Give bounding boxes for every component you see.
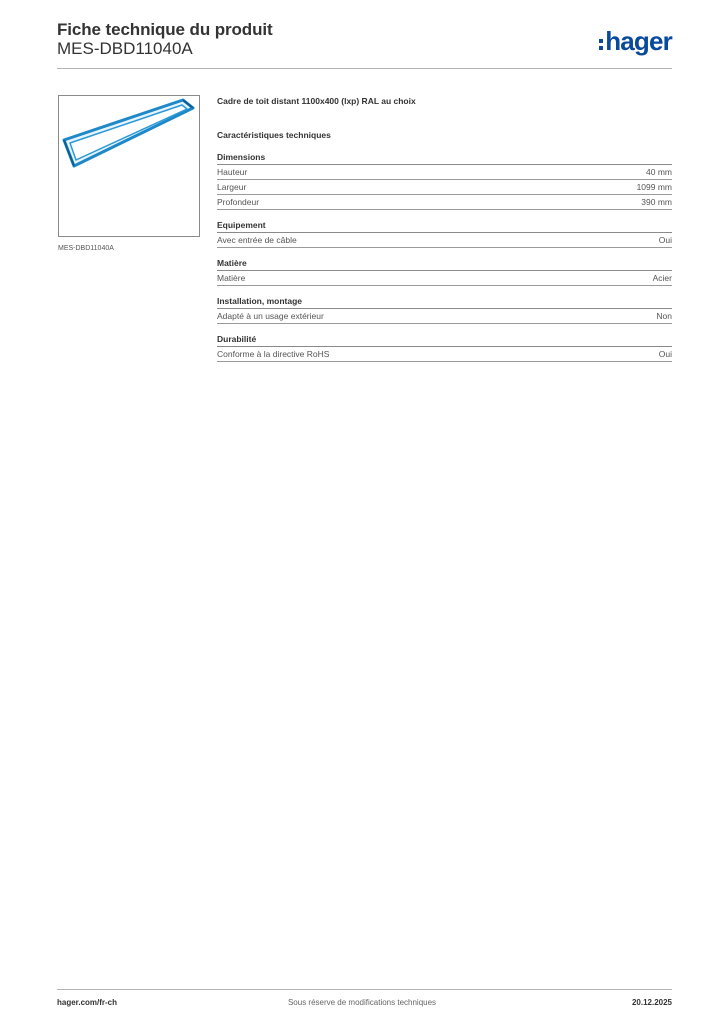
spec-value: 1099 mm bbox=[636, 182, 672, 192]
spec-value: Oui bbox=[658, 349, 672, 359]
roof-frame-image bbox=[59, 96, 199, 236]
spec-value: 390 mm bbox=[641, 197, 672, 207]
hager-logo bbox=[599, 28, 672, 54]
section-title: Dimensions bbox=[217, 151, 672, 165]
logo-text: hager bbox=[605, 26, 672, 56]
characteristics-title: Caractéristiques techniques bbox=[217, 130, 331, 140]
spec-row bbox=[217, 195, 672, 210]
header-divider bbox=[57, 68, 672, 69]
section-title: Equipement bbox=[217, 219, 672, 233]
product-name: Cadre de toit distant 1100x400 (lxp) RAL au choix bbox=[217, 96, 416, 106]
spec-label: Profondeur bbox=[217, 197, 260, 207]
spec-label: Avec entrée de câble bbox=[217, 235, 297, 245]
footer-disclaimer: Sous réserve de modifications techniques bbox=[287, 998, 437, 1007]
footer-website: hager.com/fr-ch bbox=[57, 998, 118, 1007]
spec-section bbox=[217, 219, 672, 248]
spec-label: Largeur bbox=[217, 182, 247, 192]
spec-row bbox=[217, 271, 672, 286]
spec-row bbox=[217, 165, 672, 180]
product-image bbox=[58, 95, 200, 237]
spec-row bbox=[217, 347, 672, 362]
product-details bbox=[217, 95, 672, 371]
spec-label: Conforme à la directive RoHS bbox=[217, 349, 330, 359]
footer-divider bbox=[57, 989, 672, 990]
image-caption: MES-DBD11040A bbox=[58, 245, 114, 252]
section-title: Installation, montage bbox=[217, 295, 672, 309]
spec-value: Acier bbox=[652, 273, 672, 283]
spec-row bbox=[217, 233, 672, 248]
spec-section bbox=[217, 295, 672, 324]
section-title: Durabilité bbox=[217, 333, 672, 347]
product-reference: MES-DBD11040A bbox=[57, 39, 193, 58]
spec-section bbox=[217, 151, 672, 210]
spec-row bbox=[217, 309, 672, 324]
section-title: Matière bbox=[217, 257, 672, 271]
spec-row bbox=[217, 180, 672, 195]
spec-section bbox=[217, 257, 672, 286]
spec-value: Non bbox=[656, 311, 672, 321]
logo-colon-icon bbox=[599, 35, 604, 51]
spec-label: Adapté à un usage extérieur bbox=[217, 311, 324, 321]
spec-section bbox=[217, 333, 672, 362]
spec-sections bbox=[217, 151, 672, 362]
spec-label: Hauteur bbox=[217, 167, 248, 177]
footer-date: 20.12.2025 bbox=[631, 998, 672, 1007]
spec-label: Matière bbox=[217, 273, 246, 283]
spec-value: 40 mm bbox=[646, 167, 672, 177]
spec-value: Oui bbox=[658, 235, 672, 245]
page-title: Fiche technique du produit bbox=[57, 20, 273, 39]
